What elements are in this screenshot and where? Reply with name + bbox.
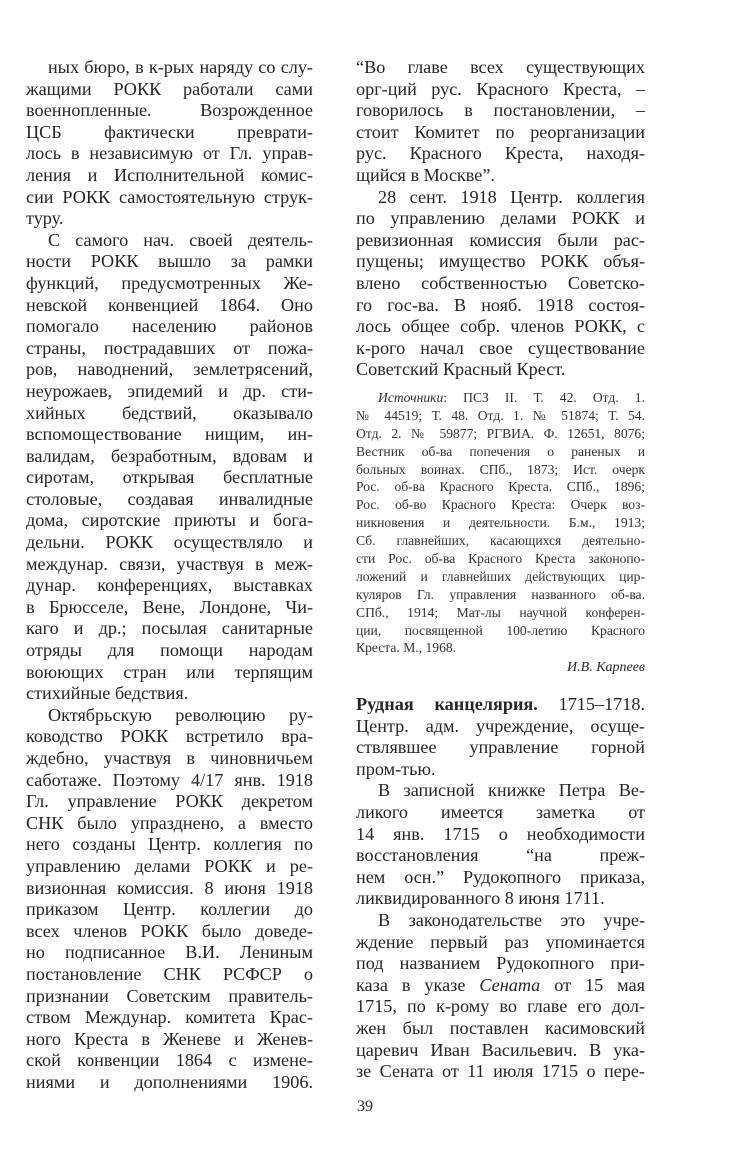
paragraph-line: него созданы Центр. коллегия по bbox=[26, 834, 313, 855]
paragraph-line: Гл. управление РОКК декретом bbox=[26, 791, 313, 812]
paragraph-line: невской конвенцией 1864. Оно bbox=[26, 294, 313, 315]
paragraph-line: ниями и дополнениями 1906. bbox=[26, 1071, 313, 1092]
paragraph-line: дунар. конференциях, выставках bbox=[26, 575, 313, 596]
paragraph-line: туру. bbox=[26, 208, 64, 229]
paragraph-line: вспомоществование нищим, ин- bbox=[26, 424, 313, 445]
paragraph-line: 1715, по к-рому во главе его дол- bbox=[356, 996, 645, 1017]
source-line: ложений и главнейших действующих цир- bbox=[356, 568, 645, 584]
paragraph-line: по управлению делами РОКК и bbox=[356, 208, 645, 229]
entry-title: Рудная канцелярия. bbox=[356, 694, 538, 714]
author-signature: И.В. Карпеев bbox=[567, 660, 645, 675]
paragraph-line: “Во главе всех существующих bbox=[356, 57, 645, 77]
source-line: Рос. об-во Красного Креста: Очерк воз- bbox=[356, 497, 645, 513]
paragraph-line: признании Советским правитель- bbox=[26, 985, 313, 1006]
paragraph-line: ликого имеется заметка от bbox=[356, 801, 645, 822]
paragraph-line: орг-ций рус. Красного Креста, – bbox=[356, 78, 645, 99]
source-line: Рос. об-ва Красного Креста. СПб., 1896; bbox=[356, 479, 645, 495]
source-line: сти Рос. об-ва Красного Креста законопо- bbox=[356, 551, 645, 567]
paragraph-line: междунар. связи, участвуя в меж- bbox=[26, 553, 313, 574]
paragraph-line: визионная комиссия. 8 июня 1918 bbox=[26, 877, 313, 898]
paragraph-line: неурожаев, эпидемий и др. сти- bbox=[26, 380, 313, 401]
paragraph-line: ЦСБ фактически преврати- bbox=[26, 121, 313, 142]
paragraph-line: ждение первый раз упоминается bbox=[356, 931, 645, 952]
paragraph-line: Центр. адм. учреждение, осуще- bbox=[356, 715, 645, 736]
source-line: Креста. М., 1968. bbox=[356, 640, 457, 656]
paragraph-line: жащими РОКК работали сами bbox=[26, 78, 313, 99]
sources-block bbox=[356, 389, 645, 657]
source-line: СПб., 1914; Мат-лы научной конферен- bbox=[356, 604, 645, 620]
paragraph-line: приказом Центр. коллегии до bbox=[26, 899, 313, 920]
paragraph-line: лось общее собр. членов РОКК, с bbox=[356, 316, 645, 337]
paragraph-line: дельни. РОКК осуществляло и bbox=[26, 532, 313, 553]
paragraph-line: щийся в Москве”. bbox=[356, 164, 495, 185]
paragraph-line: жен был поставлен касимовский bbox=[356, 1017, 645, 1038]
paragraph-line: помогало населению районов bbox=[26, 316, 313, 337]
paragraph-line: царевич Иван Васильевич. В ука- bbox=[356, 1039, 645, 1060]
paragraph-line bbox=[356, 975, 645, 997]
left-column bbox=[26, 57, 313, 1094]
paragraph-line: В законодательстве это учре- bbox=[378, 909, 645, 930]
paragraph-line: ствлявшее управление горной bbox=[356, 737, 645, 758]
paragraph-line: В записной книжке Петра Ве- bbox=[378, 780, 645, 801]
source-line bbox=[356, 389, 645, 407]
paragraph-line: восстановления “на преж- bbox=[356, 845, 645, 866]
source-line: Сб. главнейших, касающихся деятельно- bbox=[356, 533, 645, 549]
paragraph-line: стихийные бедствия. bbox=[26, 683, 189, 704]
senate-reference: Сената bbox=[479, 974, 541, 995]
paragraph-line: ров, наводнений, землетрясений, bbox=[26, 359, 313, 380]
paragraph-line: влено собственностью Советско- bbox=[356, 272, 645, 293]
page-number: 39 bbox=[357, 1098, 373, 1115]
paragraph-line: ления и Исполнительной комис- bbox=[26, 164, 313, 185]
paragraph-line: 28 сент. 1918 Центр. коллегия bbox=[378, 186, 645, 207]
paragraph-line: С самого нач. своей деятель- bbox=[48, 229, 313, 250]
source-line: ции, посвященной 100-летию Красного bbox=[356, 622, 645, 638]
paragraph-line: говорилось в постановлении, – bbox=[356, 100, 645, 121]
paragraph-line: ской конвенции 1864 с измене- bbox=[26, 1050, 313, 1071]
paragraph-line: постановление СНК РСФСР о bbox=[26, 963, 313, 984]
source-line: Вестник об-ва попечения о раненых и bbox=[356, 443, 645, 459]
paragraph-line: ством Междунар. комитета Крас- bbox=[26, 1007, 313, 1028]
paragraph-line: пром-тью. bbox=[356, 758, 436, 779]
right-column-top bbox=[356, 57, 645, 381]
paragraph-line: Советский Красный Крест. bbox=[356, 359, 566, 380]
paragraph-line: ных бюро, в к-рых наряду со слу- bbox=[48, 57, 313, 77]
paragraph-line: Октябрьскую революцию ру- bbox=[48, 704, 313, 725]
paragraph-line: ководство РОКК встретило вра- bbox=[26, 726, 313, 747]
sources-text: : ПСЗ II. Т. 42. Отд. 1. bbox=[443, 390, 645, 405]
paragraph-line: валидам, безработным, вдовам и bbox=[26, 445, 313, 466]
paragraph-line: военнопленные. Возрожденное bbox=[26, 100, 313, 121]
source-line: больных воинах. СПб., 1873; Ист. очерк bbox=[356, 461, 645, 477]
paragraph-line: ликвидированного 8 июня 1711. bbox=[356, 888, 605, 909]
paragraph-line: функций, предусмотренных Же- bbox=[26, 272, 313, 293]
paragraph-line: отряды для помощи народам bbox=[26, 640, 313, 661]
paragraph-line: страны, пострадавших от пожа- bbox=[26, 337, 313, 358]
entry-rudnaya-kantselyariya bbox=[356, 694, 645, 1083]
paragraph-line: но подписанное В.И. Лениным bbox=[26, 942, 313, 963]
paragraph-line: зе Сената от 11 июля 1715 о пере- bbox=[356, 1061, 645, 1082]
paragraph-line: го гос-ва. В нояб. 1918 состоя- bbox=[356, 294, 645, 315]
paragraph-line: ности РОКК вышло за рамки bbox=[26, 251, 313, 272]
source-line: Отд. 2. № 59877; РГВИА. Ф. 12651, 8076; bbox=[356, 425, 645, 441]
paragraph-line: ного Креста в Женеве и Женев- bbox=[26, 1028, 313, 1049]
paragraph-line: лось в независимую от Гл. управ- bbox=[26, 143, 313, 164]
source-line: никновения и деятельности. Б.м., 1913; bbox=[356, 515, 645, 531]
paragraph-line: воюющих стран или терпящим bbox=[26, 661, 313, 682]
text-fragment: каза в указе bbox=[356, 974, 480, 995]
paragraph-line: 14 янв. 1715 о необходимости bbox=[356, 823, 645, 844]
paragraph-line: под названием Рудокопного при- bbox=[356, 953, 645, 974]
sources-label: Источники bbox=[378, 390, 444, 405]
text-fragment: от 15 мая bbox=[540, 974, 645, 995]
source-line: куляров Гл. управления названного об-ва. bbox=[356, 586, 645, 602]
paragraph-line: рус. Красного Креста, находя- bbox=[356, 143, 645, 164]
paragraph-line: к-рого начал свое существование bbox=[356, 337, 645, 358]
paragraph-line: столовые, создавая инвалидные bbox=[26, 488, 313, 509]
source-line: № 44519; Т. 48. Отд. 1. № 51874; Т. 54. bbox=[356, 407, 645, 423]
paragraph-line: хийных бедствий, оказывало bbox=[26, 402, 313, 423]
paragraph-line: управлению делами РОКК и ре- bbox=[26, 855, 313, 876]
paragraph-line: пущены; имущество РОКК объя- bbox=[356, 251, 645, 272]
paragraph-line: каго и др.; посылая санитарные bbox=[26, 618, 313, 639]
paragraph-line: сиротам, открывая бесплатные bbox=[26, 467, 313, 488]
paragraph-line: сии РОКК самостоятельную струк- bbox=[26, 186, 313, 207]
paragraph-line: дома, сиротские приюты и бога- bbox=[26, 510, 313, 531]
entry-heading-line bbox=[356, 694, 645, 716]
paragraph-line: ревизионная комиссия были рас- bbox=[356, 229, 645, 250]
paragraph-line: всех членов РОКК было доведе- bbox=[26, 920, 313, 941]
paragraph-line: ждебно, участвуя в чиновничьем bbox=[26, 748, 313, 768]
paragraph-line: саботаже. Поэтому 4/17 янв. 1918 bbox=[26, 769, 313, 790]
paragraph-line: нем осн.” Рудокопного приказа, bbox=[356, 866, 645, 887]
paragraph-line: СНК было упразднено, а вместо bbox=[26, 812, 313, 833]
paragraph-line: в Брюсселе, Вене, Лондоне, Чи- bbox=[26, 596, 313, 617]
paragraph-line: стоит Комитет по реорганизации bbox=[356, 121, 645, 142]
entry-dates: 1715–1718. bbox=[537, 694, 645, 714]
